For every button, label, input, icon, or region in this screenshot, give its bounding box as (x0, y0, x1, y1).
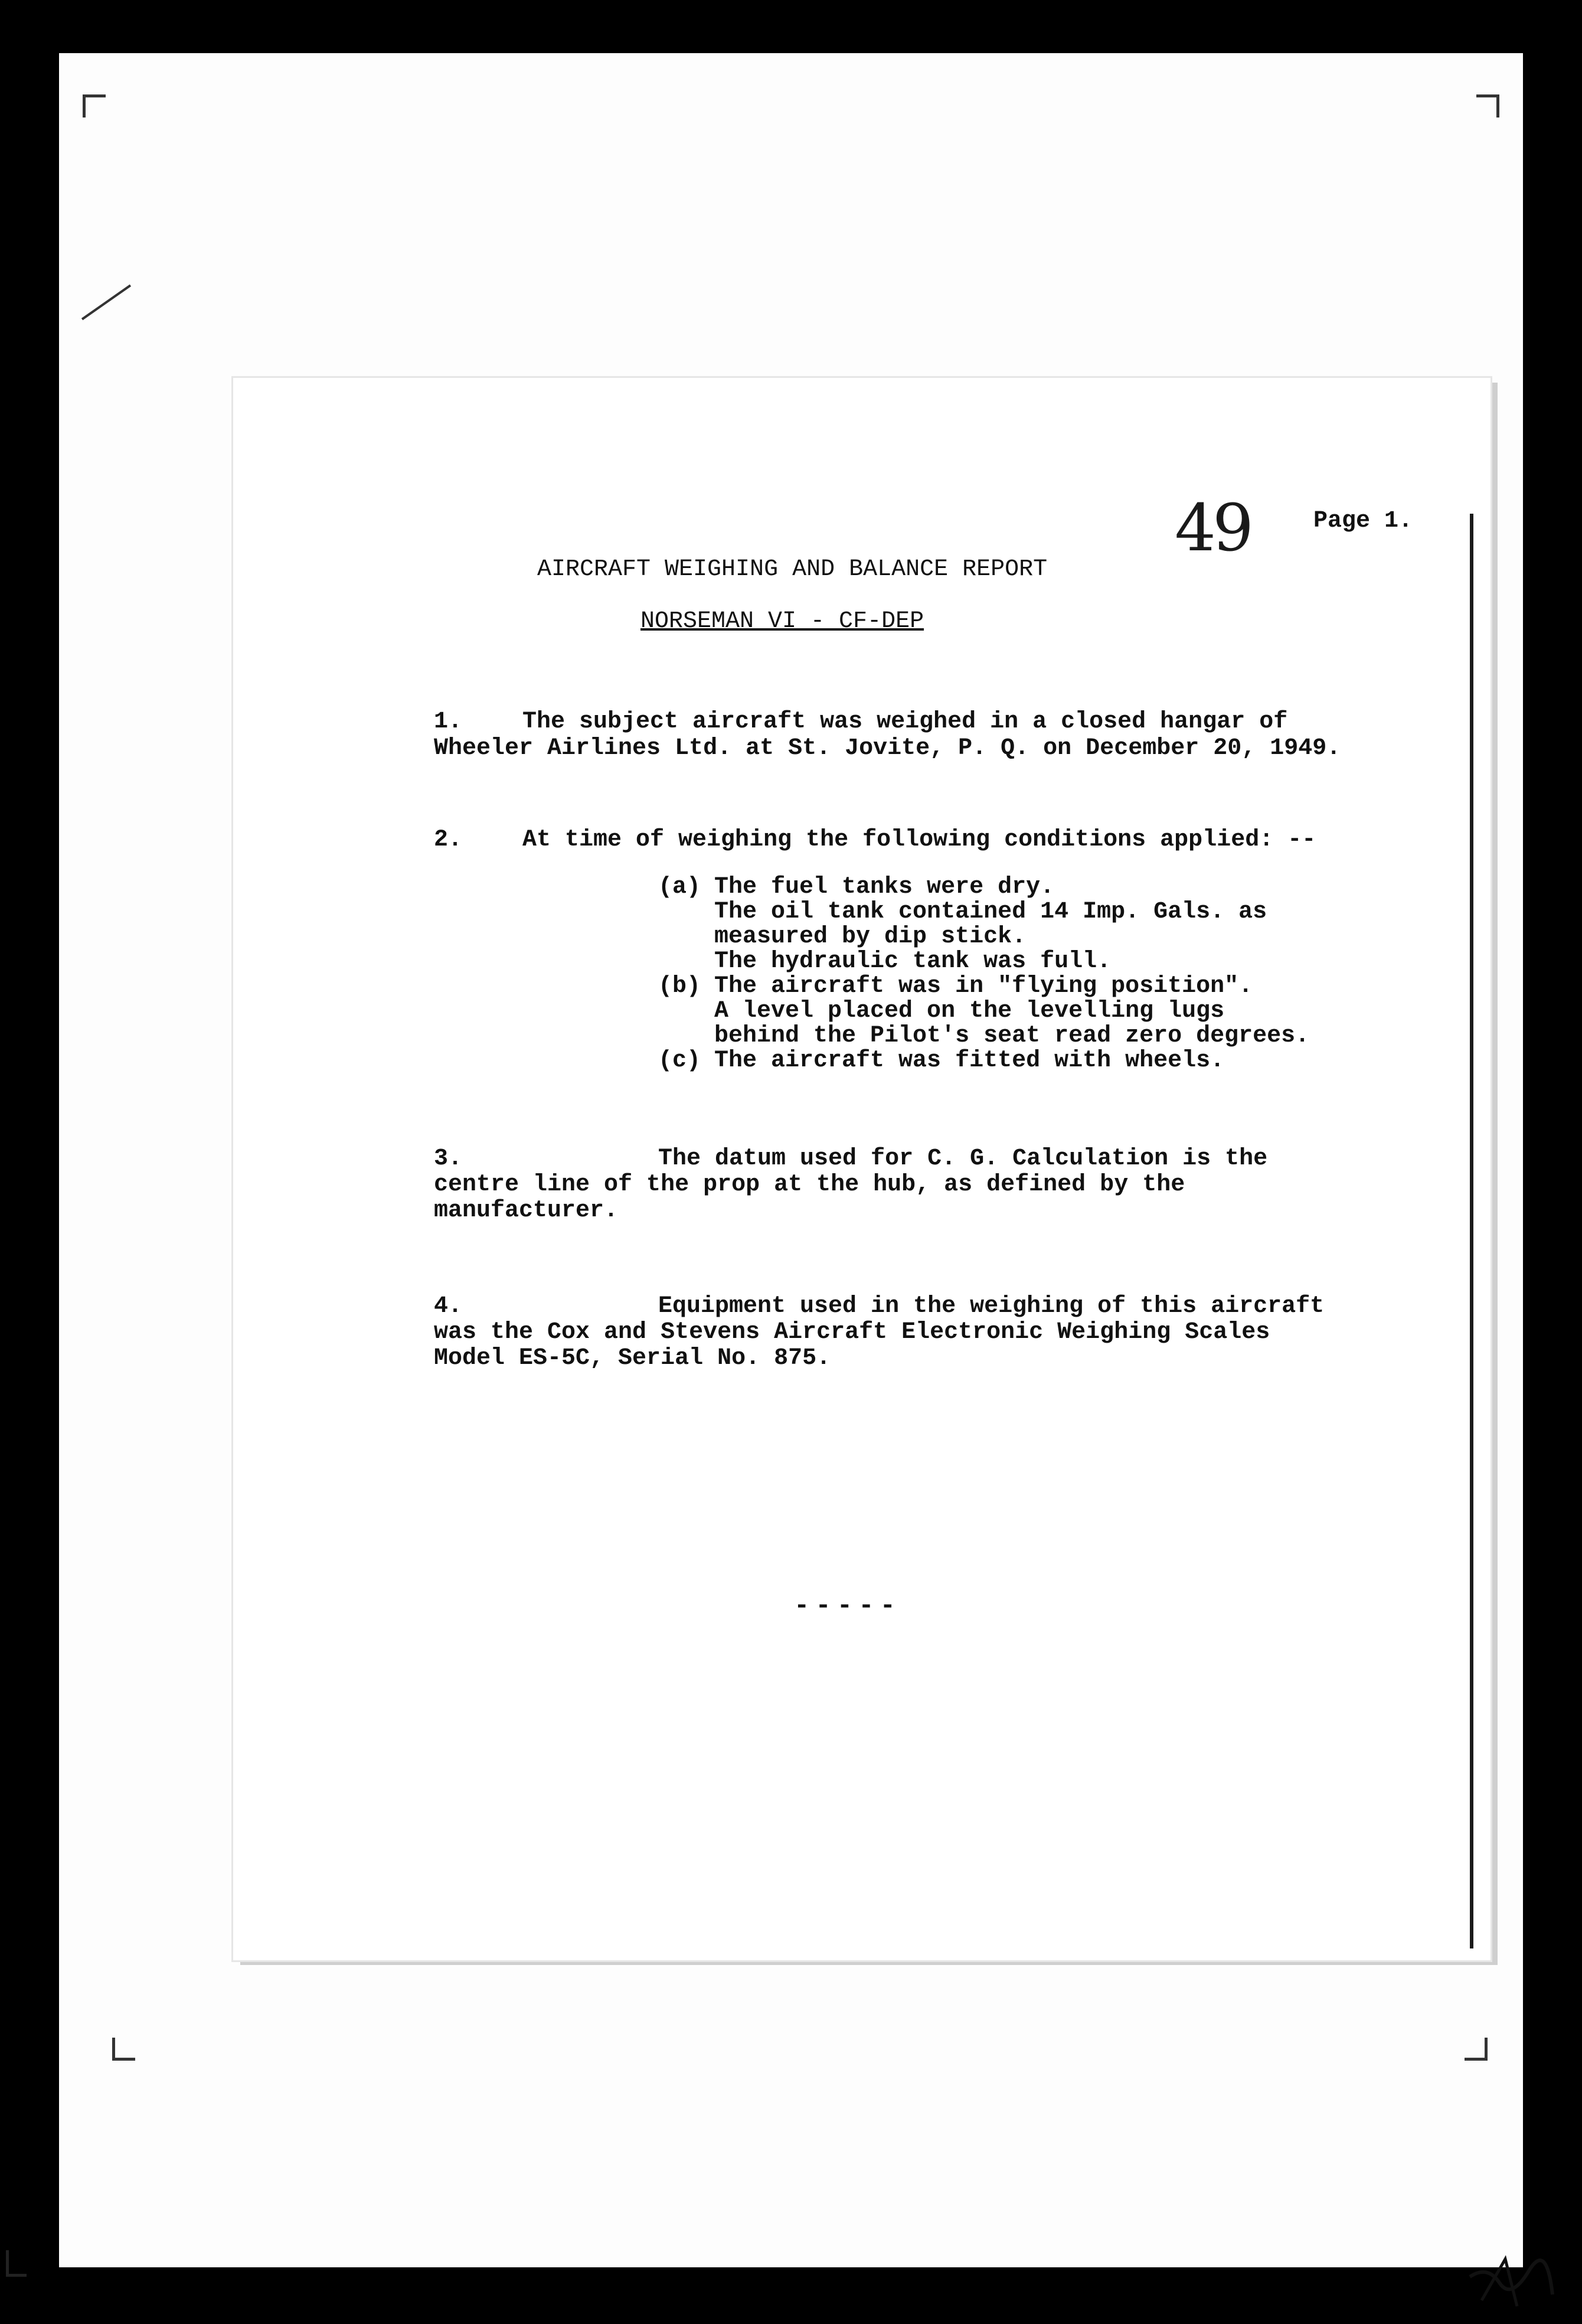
stray-pen-mark (81, 285, 131, 321)
handwritten-folio-number: 49 (1175, 490, 1250, 566)
paragraph-line: manufacturer. (434, 1197, 619, 1224)
paragraph-line: The datum used for C. G. Calculation is the (658, 1145, 1268, 1172)
end-mark: ----- (794, 1591, 902, 1621)
item-line: A level placed on the levelling lugs (714, 998, 1225, 1024)
paragraph-line: Equipment used in the weighing of this aircraft (658, 1293, 1325, 1320)
paragraph-line: Wheeler Airlines Ltd. at St. Jovite, P. Q. on December 20, 1949. (434, 735, 1341, 762)
paragraph-line: centre line of the prop at the hub, as defined by the (434, 1171, 1185, 1198)
scribble-mark (1464, 2241, 1558, 2312)
crop-mark-top-left (83, 94, 106, 117)
paragraph-line: At time of weighing the following conditions applied: -- (522, 827, 1316, 853)
paragraph-line: was the Cox and Stevens Aircraft Electronic Weighing Scales (434, 1319, 1270, 1346)
paragraph-line: The subject aircraft was weighed in a closed hangar of (522, 709, 1288, 735)
page-number: Page 1. (1313, 508, 1413, 534)
paragraph-number: 2. (434, 827, 463, 853)
crop-mark-outer-bottom-left (6, 2250, 27, 2277)
item-marker: (a) (658, 874, 701, 900)
item-line: measured by dip stick. (714, 923, 1027, 950)
paragraph-number: 3. (434, 1145, 463, 1172)
crop-mark-top-right (1476, 94, 1499, 117)
crop-mark-bottom-right (1465, 2038, 1488, 2061)
item-line: behind the Pilot's seat read zero degrees. (714, 1023, 1310, 1049)
item-line: The oil tank contained 14 Imp. Gals. as (714, 899, 1267, 925)
item-line: The aircraft was in "flying position". (714, 973, 1253, 1000)
crop-mark-bottom-left (112, 2038, 135, 2061)
paragraph-number: 1. (434, 709, 463, 735)
paragraph-number: 4. (434, 1293, 463, 1320)
sheet-edge (1470, 514, 1473, 1948)
item-marker: (c) (658, 1047, 701, 1074)
item-marker: (b) (658, 973, 701, 1000)
paragraph-line: Model ES-5C, Serial No. 875. (434, 1345, 831, 1372)
item-line: The fuel tanks were dry. (714, 874, 1055, 900)
report-title: AIRCRAFT WEIGHING AND BALANCE REPORT (537, 556, 1048, 583)
item-line: The aircraft was fitted with wheels. (714, 1047, 1225, 1074)
item-line: The hydraulic tank was full. (714, 948, 1112, 975)
report-subtitle: NORSEMAN VI - CF-DEP (640, 608, 924, 635)
